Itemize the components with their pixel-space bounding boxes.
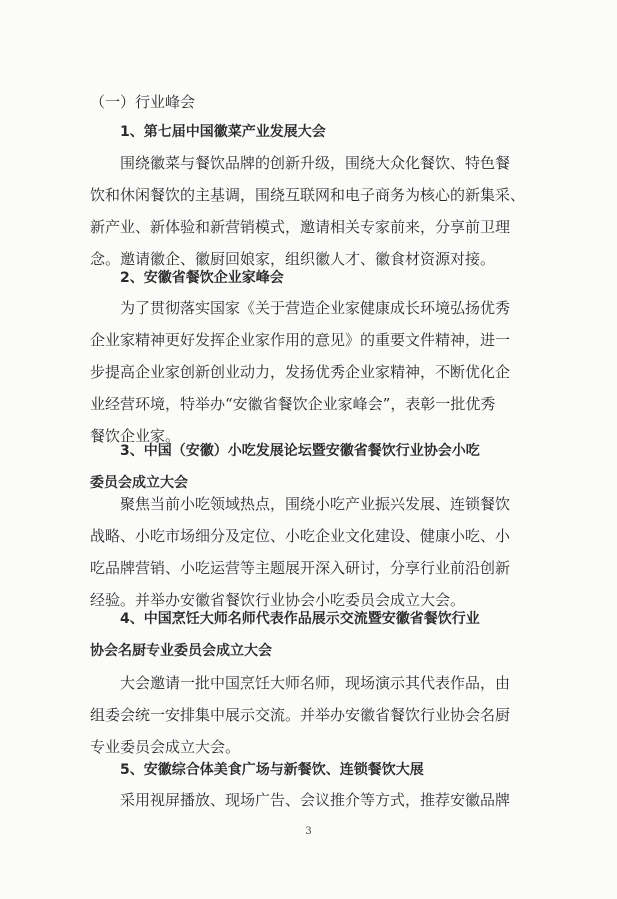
item-title-line: 5、安徽综合体美食广场与新餐饮、连锁餐饮大展 — [120, 762, 424, 778]
item-1-body — [90, 147, 535, 275]
body-line: 为了贯彻落实国家《关于营造企业家健康成长环境弘扬优秀 — [120, 299, 511, 317]
item-title-line: 委员会成立大会 — [90, 475, 188, 491]
body-line: 饮和休闲餐饮的主基调，围绕互联网和电子商务为核心的新集采、 — [90, 186, 526, 204]
body-line: 组委会统一安排集中展示交流。并举办安徽省餐饮行业协会名厨 — [90, 706, 511, 724]
item-4-body — [90, 667, 535, 763]
item-title-line: 协会名厨专业委员会成立大会 — [90, 643, 272, 659]
body-line: 念。邀请徽企、徽厨回娘家，组织徽人才、徽食材资源对接。 — [90, 250, 496, 268]
item-4-title — [90, 603, 535, 667]
body-line: 围绕徽菜与餐饮品牌的创新升级，围绕大众化餐饮、特色餐 — [120, 154, 511, 172]
item-3-body — [90, 488, 535, 616]
body-line: 吃品牌营销、小吃运营等主题展开深入研讨，分享行业前沿创新 — [90, 559, 511, 577]
item-5-body — [90, 784, 535, 816]
body-line: 经验。并举办安徽省餐饮行业协会小吃委员会成立大会。 — [90, 591, 466, 609]
section-heading-text: （一）行业峰会 — [90, 93, 196, 111]
item-title-line: 1、第七届中国徽菜产业发展大会 — [120, 124, 326, 140]
section-heading — [90, 86, 535, 118]
item-1-title — [90, 116, 535, 148]
item-2-title — [90, 262, 535, 294]
body-line: 步提高企业家创新创业动力，发扬优秀企业家精神，不断优化企 — [90, 363, 511, 381]
body-line: 餐饮企业家。 — [90, 427, 181, 445]
item-2-body — [90, 292, 535, 452]
body-line: 新产业、新体验和新营销模式，邀请相关专家前来，分享前卫理 — [90, 218, 511, 236]
body-line: 大会邀请一批中国烹饪大师名师，现场演示其代表作品，由 — [120, 674, 511, 692]
body-line: 业经营环境，特举办“安徽省餐饮企业家峰会”，表彰一批优秀 — [90, 395, 496, 413]
body-line: 采用视屏播放、现场广告、会议推介等方式，推荐安徽品牌 — [120, 791, 511, 809]
body-line: 企业家精神更好发挥企业家作用的意见》的重要文件精神，进一 — [90, 331, 511, 349]
page-number: 3 — [305, 826, 312, 837]
body-line: 专业委员会成立大会。 — [90, 738, 241, 756]
item-title-line: 2、安徽省餐饮企业家峰会 — [120, 270, 284, 286]
body-line: 战略、小吃市场细分及定位、小吃企业文化建设、健康小吃、小 — [90, 527, 511, 545]
item-title-line: 3、中国（安徽）小吃发展论坛暨安徽省餐饮行业协会小吃 — [120, 443, 480, 459]
item-5-title — [90, 754, 535, 786]
body-line: 聚焦当前小吃领域热点，围绕小吃产业振兴发展、连锁餐饮 — [120, 495, 511, 513]
item-title-line: 4、中国烹饪大师名师代表作品展示交流暨安徽省餐饮行业 — [120, 611, 480, 627]
